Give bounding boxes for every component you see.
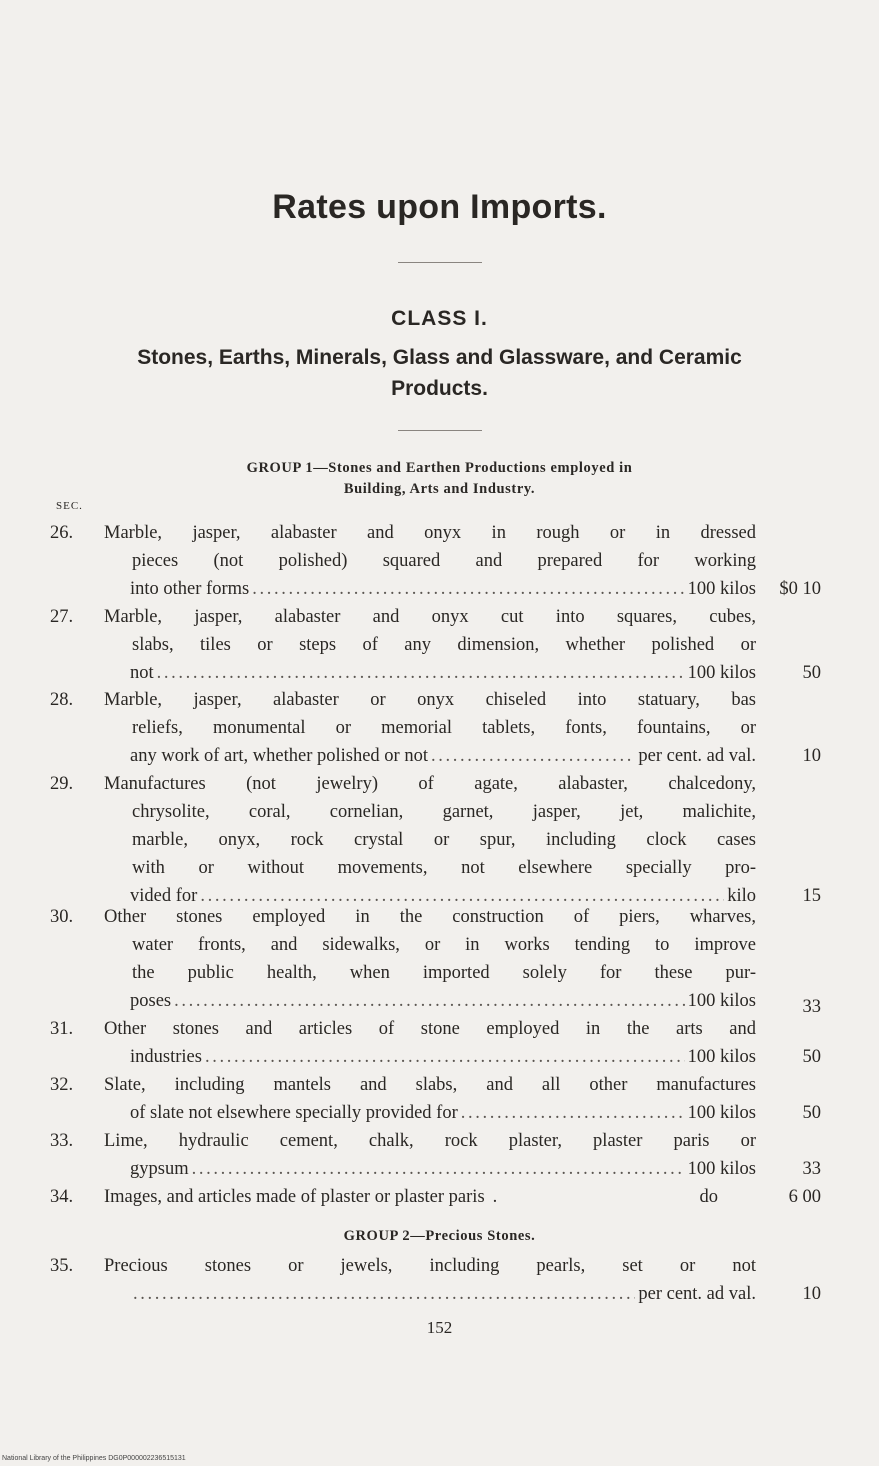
entry-line: Slate, including mantels and slabs, and all other manufactures xyxy=(104,1075,756,1095)
dot-leader: . xyxy=(492,1187,498,1207)
entry-rate: 6 00 xyxy=(788,1187,821,1207)
entry-last-line xyxy=(104,742,756,770)
entry-line: gypsum xyxy=(130,1159,189,1179)
class-description xyxy=(60,342,819,404)
entry-text xyxy=(104,519,756,603)
entry-line: reliefs, monumental or memorial tablets, fonts, fountains, or xyxy=(132,718,756,738)
entry-last-line xyxy=(104,1280,756,1308)
entry-line: with or without movements, not elsewhere specially pro- xyxy=(132,858,756,878)
dot-leader xyxy=(252,575,684,603)
entry-unit: 100 kilos xyxy=(687,991,756,1011)
footer-note: National Library of the Philippines DG0P000002236515131 xyxy=(2,1455,186,1462)
entry-number: 27. xyxy=(50,607,74,627)
dot-leader xyxy=(192,1155,685,1183)
entry-unit: 100 kilos xyxy=(687,1103,756,1123)
entry-text xyxy=(104,603,756,687)
entry-last-line xyxy=(104,575,756,603)
entry-line: poses xyxy=(130,991,172,1011)
entry-line: chrysolite, coral, cornelian, garnet, jasper, jet, malichite, xyxy=(132,802,756,822)
entry-line: Manufactures (not jewelry) of agate, alabaster, chalcedony, xyxy=(104,774,756,794)
entry-rate: 15 xyxy=(802,886,821,906)
entry-line: not xyxy=(130,663,154,683)
entry-text xyxy=(104,1252,756,1308)
entry-unit: do xyxy=(699,1187,718,1207)
dot-leader xyxy=(461,1099,685,1127)
entry-unit: per cent. ad val. xyxy=(638,1284,756,1304)
group-heading xyxy=(60,1226,819,1247)
entry-line: Other stones employed in the construction of piers, wharves, xyxy=(104,907,756,927)
group-heading-line: Building, Arts and Industry. xyxy=(343,481,536,497)
entry-rate: 10 xyxy=(802,1284,821,1304)
title-divider xyxy=(398,262,482,263)
dot-leader xyxy=(133,1280,635,1308)
entry-number: 29. xyxy=(50,774,74,794)
dot-leader xyxy=(174,987,685,1015)
entry-last-line xyxy=(104,1183,756,1211)
entry-line: industries xyxy=(130,1047,202,1067)
group-heading-line: GROUP 2—Precious Stones. xyxy=(343,1228,536,1244)
entry-unit: 100 kilos xyxy=(687,1047,756,1067)
entry-line: Images, and articles made of plaster or plaster paris xyxy=(104,1187,485,1207)
entry-line: the public health, when imported solely for these pur- xyxy=(132,963,756,983)
entry-text xyxy=(104,1071,756,1127)
class-description-line: Products. xyxy=(391,377,488,400)
dot-leader xyxy=(431,742,635,770)
entry-line: marble, onyx, rock crystal or spur, including clock cases xyxy=(132,830,756,850)
page-title: Rates upon Imports. xyxy=(272,188,607,226)
entry-last-line xyxy=(104,1043,756,1071)
class-label: CLASS I. xyxy=(391,307,488,330)
entry-number: 35. xyxy=(50,1256,74,1276)
entry-number: 34. xyxy=(50,1187,74,1207)
group-heading xyxy=(60,458,819,500)
entry-line: of slate not elsewhere specially provided for xyxy=(130,1103,458,1123)
entry-line: Marble, jasper, alabaster and onyx cut into squares, cubes, xyxy=(104,607,756,627)
entry-last-line xyxy=(104,1099,756,1127)
entry-number: 33. xyxy=(50,1131,74,1151)
entry-rate: 33 xyxy=(802,1159,821,1179)
entry-number: 32. xyxy=(50,1075,74,1095)
entry-unit: 100 kilos xyxy=(687,663,756,683)
entry-number: 26. xyxy=(50,523,74,543)
entry-unit: 100 kilos xyxy=(687,579,756,599)
entry-unit: per cent. ad val. xyxy=(638,746,756,766)
entry-unit: kilo xyxy=(727,886,756,906)
entry-line: any work of art, whether polished or not xyxy=(130,746,428,766)
entry-rate: 50 xyxy=(802,1047,821,1067)
section-label: SEC. xyxy=(56,500,83,512)
entry-last-line xyxy=(104,1155,756,1183)
class-description-line: Stones, Earths, Minerals, Glass and Glassware, and Ceramic xyxy=(137,346,742,369)
entry-last-line xyxy=(104,987,756,1015)
entry-number: 31. xyxy=(50,1019,74,1039)
entry-rate: 10 xyxy=(802,746,821,766)
dot-leader xyxy=(157,659,685,687)
entry-text xyxy=(104,1183,756,1211)
entry-rate: 50 xyxy=(802,1103,821,1123)
entry-line: into other forms xyxy=(130,579,250,599)
entry-line: Precious stones or jewels, including pearls, set or not xyxy=(104,1256,756,1276)
entry-line: Marble, jasper, alabaster or onyx chiseled into statuary, bas xyxy=(104,690,756,710)
entry-text xyxy=(104,770,756,910)
group-heading-line: GROUP 1—Stones and Earthen Productions employed in xyxy=(246,460,633,476)
entry-line: water fronts, and sidewalks, or in works tending to improve xyxy=(132,935,756,955)
entry-rate: 50 xyxy=(802,663,821,683)
entry-rate: $0 10 xyxy=(779,579,821,599)
entry-line: Other stones and articles of stone employed in the arts and xyxy=(104,1019,756,1039)
entry-line: Lime, hydraulic cement, chalk, rock plaster, plaster paris or xyxy=(104,1131,756,1151)
entry-number: 30. xyxy=(50,907,74,927)
entry-text xyxy=(104,1015,756,1071)
entry-number: 28. xyxy=(50,690,74,710)
entry-rate: 33 xyxy=(802,997,821,1017)
entry-line: slabs, tiles or steps of any dimension, whether polished or xyxy=(132,635,756,655)
entry-text xyxy=(104,1127,756,1183)
dot-leader xyxy=(205,1043,685,1071)
entry-line: Marble, jasper, alabaster and onyx in rough or in dressed xyxy=(104,523,756,543)
entry-line: pieces (not polished) squared and prepared for working xyxy=(132,551,756,571)
entry-line: vided for xyxy=(130,886,198,906)
entry-text xyxy=(104,686,756,770)
entry-last-line xyxy=(104,659,756,687)
page-number: 152 xyxy=(426,1318,453,1337)
class-divider xyxy=(398,430,482,431)
entry-unit: 100 kilos xyxy=(687,1159,756,1179)
entry-text xyxy=(104,903,756,1015)
